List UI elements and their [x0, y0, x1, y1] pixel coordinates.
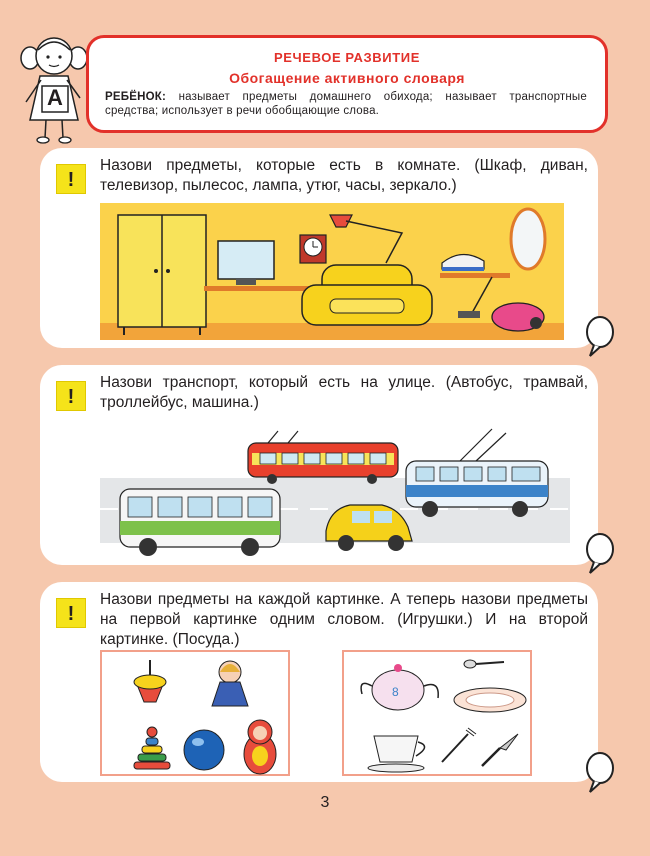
plate-icon [454, 688, 526, 712]
description-label: РЕБЁНОК: [105, 91, 166, 103]
task-text-room: Назови предметы, которые есть в комнате. (Шкаф, диван, телевизор, пылесос, лампа, утюг, часы, зеркало.) [100, 157, 588, 194]
tram-icon [248, 431, 398, 484]
attention-badge: ! [56, 598, 86, 628]
speech-bubble-icon [584, 533, 616, 575]
room-illustration [100, 203, 564, 340]
description-text: называет предметы домашнего обихода; называет транспортные средства; использует в речи обобщающие слова. [105, 91, 587, 117]
street-illustration [100, 423, 570, 561]
task-text-street: Назови транспорт, который есть на улице. (Автобус, трамвай, троллейбус, машина.) [100, 374, 588, 411]
clock-icon [300, 235, 326, 263]
wardrobe-icon [118, 215, 206, 335]
bus-icon [120, 489, 280, 556]
matryoshka-icon [244, 720, 276, 774]
dishes-illustration [342, 650, 532, 776]
tv-icon [218, 241, 274, 285]
ball-icon [184, 730, 224, 770]
svg-text:8: 8 [392, 685, 399, 699]
task-text-objects: Назови предметы на каждой картинке. А теперь назови предметы на первой картинке одним словом. (Игрушки.) И на второй картинке. (Посуда.) [100, 591, 588, 648]
toys-illustration [100, 650, 290, 776]
speech-bubble-icon [584, 752, 616, 794]
mirror-icon [511, 209, 545, 269]
trolleybus-icon [406, 429, 548, 517]
section-title: РЕЧЕВОЕ РАЗВИТИЕ [274, 50, 420, 65]
task-card-room [40, 148, 598, 348]
section-header [86, 35, 608, 133]
section-description [105, 90, 587, 118]
task-card-street [40, 365, 598, 565]
attention-badge: ! [56, 381, 86, 411]
attention-badge: ! [56, 164, 86, 194]
page-number: 3 [320, 794, 330, 811]
mascot-letter: А [47, 85, 63, 110]
section-subtitle: Обогащение активного словаря [229, 70, 465, 86]
task-card-objects [40, 582, 598, 782]
speech-bubble-icon [584, 316, 616, 358]
